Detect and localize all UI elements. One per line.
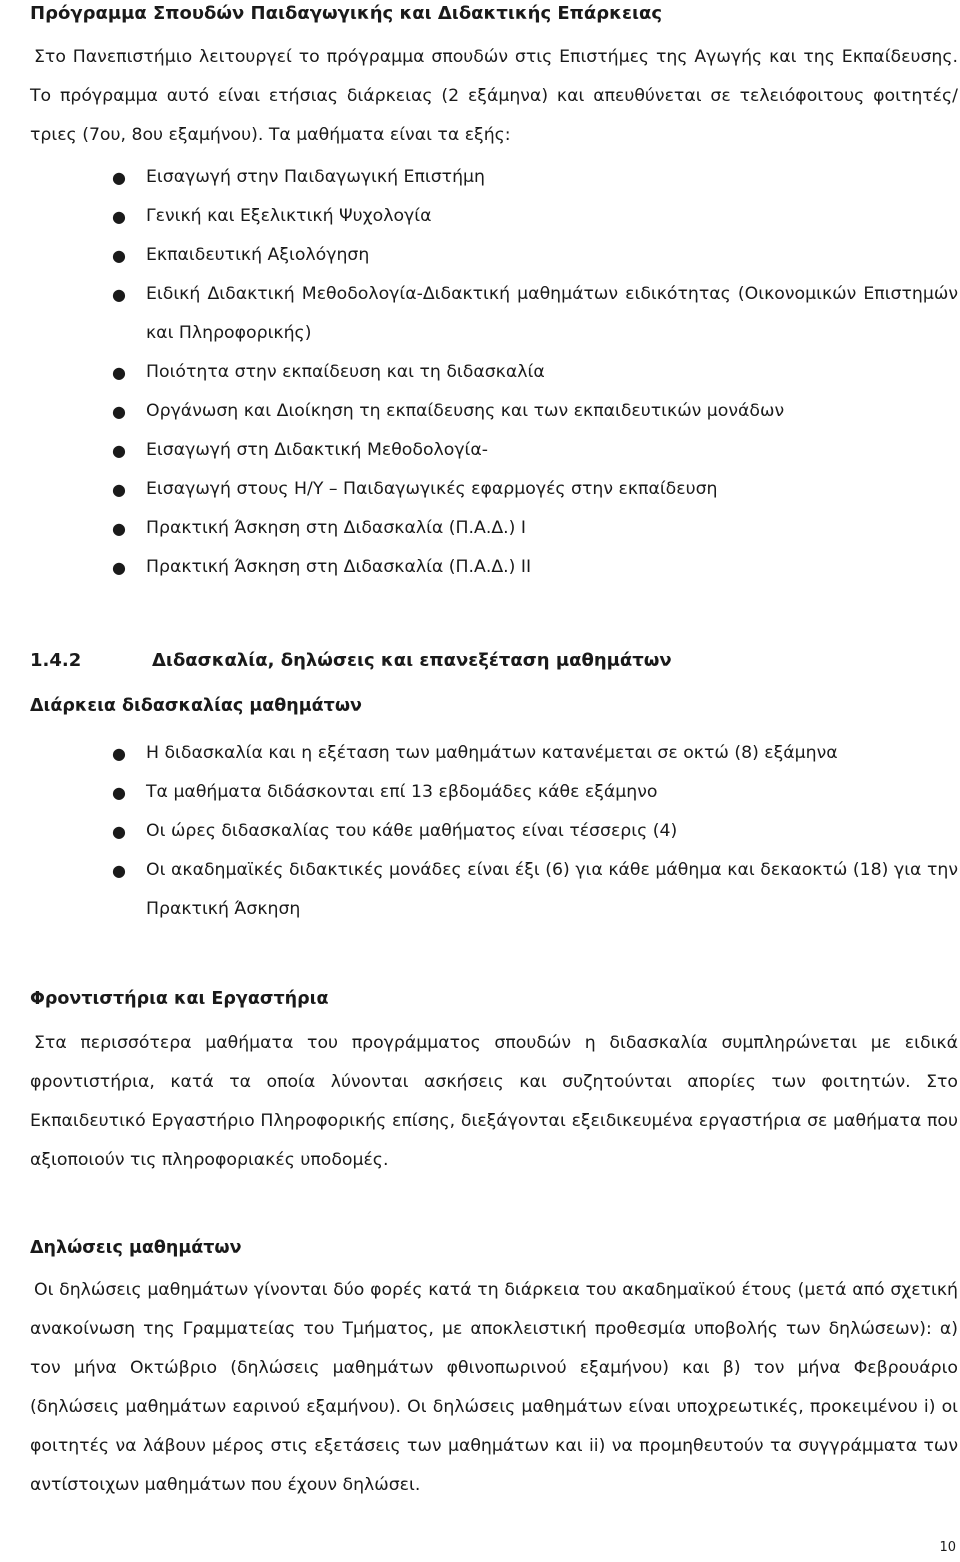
bullet-icon: ● <box>112 558 126 577</box>
bullet-icon: ● <box>112 363 126 382</box>
tutorials-heading-block <box>30 986 958 1012</box>
list-item: ● Εισαγωγή στους Η/Υ – Παιδαγωγικές εφαρμογές στην εκπαίδευση <box>30 470 958 509</box>
duration-heading: Διάρκεια διδασκαλίας μαθημάτων <box>30 696 362 716</box>
list-item: ● Οι ακαδημαϊκές διδακτικές μονάδες είναι έξι (6) για κάθε μάθημα και δεκαοκτώ (18) για την Πρακτική Άσκηση <box>30 851 958 929</box>
declarations-paragraph: Οι δηλώσεις μαθημάτων γίνονται δύο φορές κατά τη διάρκεια του ακαδημαϊκού έτους (μετά από σχετική ανακοίνωση της Γραμματείας του Τμήματος, με αποκλειστική προθεσμία υποβολής των δηλώσεων): α) τον μήνα Οκτώβριο (δηλώσεις μαθημάτων φθινοπωρινού εξαμήνου) και β) τον μήνα Φεβρουάριο (δηλώσεις μαθημάτων εαρινού εξαμήνου). Οι δηλώσεις μαθημάτων είναι υποχρεωτικές, προκειμένου i) οι φοιτητές να λάβουν μέρος στις εξετάσεις των μαθημάτων και ii) να προμηθευτούν τα συγγράμματα των αντίστοιχων μαθημάτων που έχουν δηλώσει. <box>30 1280 958 1495</box>
bullet-icon: ● <box>112 744 126 763</box>
list-item: ● Η διδασκαλία και η εξέταση των μαθημάτων κατανέμεται σε οκτώ (8) εξάμηνα <box>30 734 958 773</box>
bullet-icon: ● <box>112 168 126 187</box>
bullet-icon: ● <box>112 519 126 538</box>
bullet-icon: ● <box>112 285 126 304</box>
list-item: ● Εισαγωγή στην Παιδαγωγική Επιστήμη <box>30 158 958 197</box>
course-list <box>30 158 958 587</box>
declarations-block <box>30 1271 958 1505</box>
courses-block <box>30 158 958 587</box>
section-title: Διδασκαλία, δηλώσεις και επανεξέταση μαθημάτων <box>152 650 672 671</box>
duration-block <box>30 734 958 929</box>
bullet-icon: ● <box>112 480 126 499</box>
list-item: ● Πρακτική Άσκηση στη Διδασκαλία (Π.Α.Δ.) ΙΙ <box>30 548 958 587</box>
list-item: ● Εισαγωγή στη Διδακτική Μεθοδολογία- <box>30 431 958 470</box>
list-item: ● Ειδική Διδακτική Μεθοδολογία-Διδακτική μαθημάτων ειδικότητας (Οικονομικών Επιστημών και Πληροφορικής) <box>30 275 958 353</box>
bullet-icon: ● <box>112 246 126 265</box>
declarations-heading-block <box>30 1235 958 1261</box>
declarations-heading: Δηλώσεις μαθημάτων <box>30 1238 242 1258</box>
bullet-icon: ● <box>112 822 126 841</box>
bullet-icon: ● <box>112 861 126 880</box>
intro-paragraph: Στο Πανεπιστήμιο λειτουργεί το πρόγραμμα σπουδών στις Επιστήμες της Αγωγής και της Εκπαίδευσης. Το πρόγραμμα αυτό είναι ετήσιας διάρκειας (2 εξάμηνα) και απευθύνεται σε τελειόφοιτους φοιτητές/τριες (7ου, 8ου εξαμήνου). Τα μαθήματα είναι τα εξής: <box>30 47 958 145</box>
bullet-icon: ● <box>112 207 126 226</box>
section-number: 1.4.2 <box>30 650 82 671</box>
page-number: 10 <box>939 1540 956 1555</box>
bullet-icon: ● <box>112 783 126 802</box>
intro-block <box>30 38 958 155</box>
list-item: ● Τα μαθήματα διδάσκονται επί 13 εβδομάδες κάθε εξάμηνο <box>30 773 958 812</box>
page-title: Πρόγραμμα Σπουδών Παιδαγωγικής και Διδακτικής Επάρκειας <box>30 3 663 24</box>
list-item: ● Πρακτική Άσκηση στη Διδασκαλία (Π.Α.Δ.) Ι <box>30 509 958 548</box>
list-item: ● Οι ώρες διδασκαλίας του κάθε μαθήματος είναι τέσσερις (4) <box>30 812 958 851</box>
list-item: ● Οργάνωση και Διοίκηση τη εκπαίδευσης και των εκπαιδευτικών μονάδων <box>30 392 958 431</box>
duration-heading-block <box>30 693 958 719</box>
list-item: ● Εκπαιδευτική Αξιολόγηση <box>30 236 958 275</box>
section-heading-block <box>30 648 958 674</box>
list-item: ● Ποιότητα στην εκπαίδευση και τη διδασκαλία <box>30 353 958 392</box>
tutorials-heading: Φροντιστήρια και Εργαστήρια <box>30 989 329 1009</box>
bullet-icon: ● <box>112 441 126 460</box>
bullet-icon: ● <box>112 402 126 421</box>
list-item: ● Γενική και Εξελικτική Ψυχολογία <box>30 197 958 236</box>
tutorials-paragraph: Στα περισσότερα μαθήματα του προγράμματος σπουδών η διδασκαλία συμπληρώνεται με ειδικά φροντιστήρια, κατά τα οποία λύνονται ασκήσεις και συζητούνται απορίες των φοιτητών. Στο Εκπαιδευτικό Εργαστήριο Πληροφορικής επίσης, διεξάγονται εξειδικευμένα εργαστήρια σε μαθήματα που αξιοποιούν τις πληροφοριακές υποδομές. <box>30 1033 958 1170</box>
title-block <box>30 1 958 27</box>
tutorials-block <box>30 1024 958 1180</box>
duration-list <box>30 734 958 929</box>
section-heading <box>30 648 958 674</box>
